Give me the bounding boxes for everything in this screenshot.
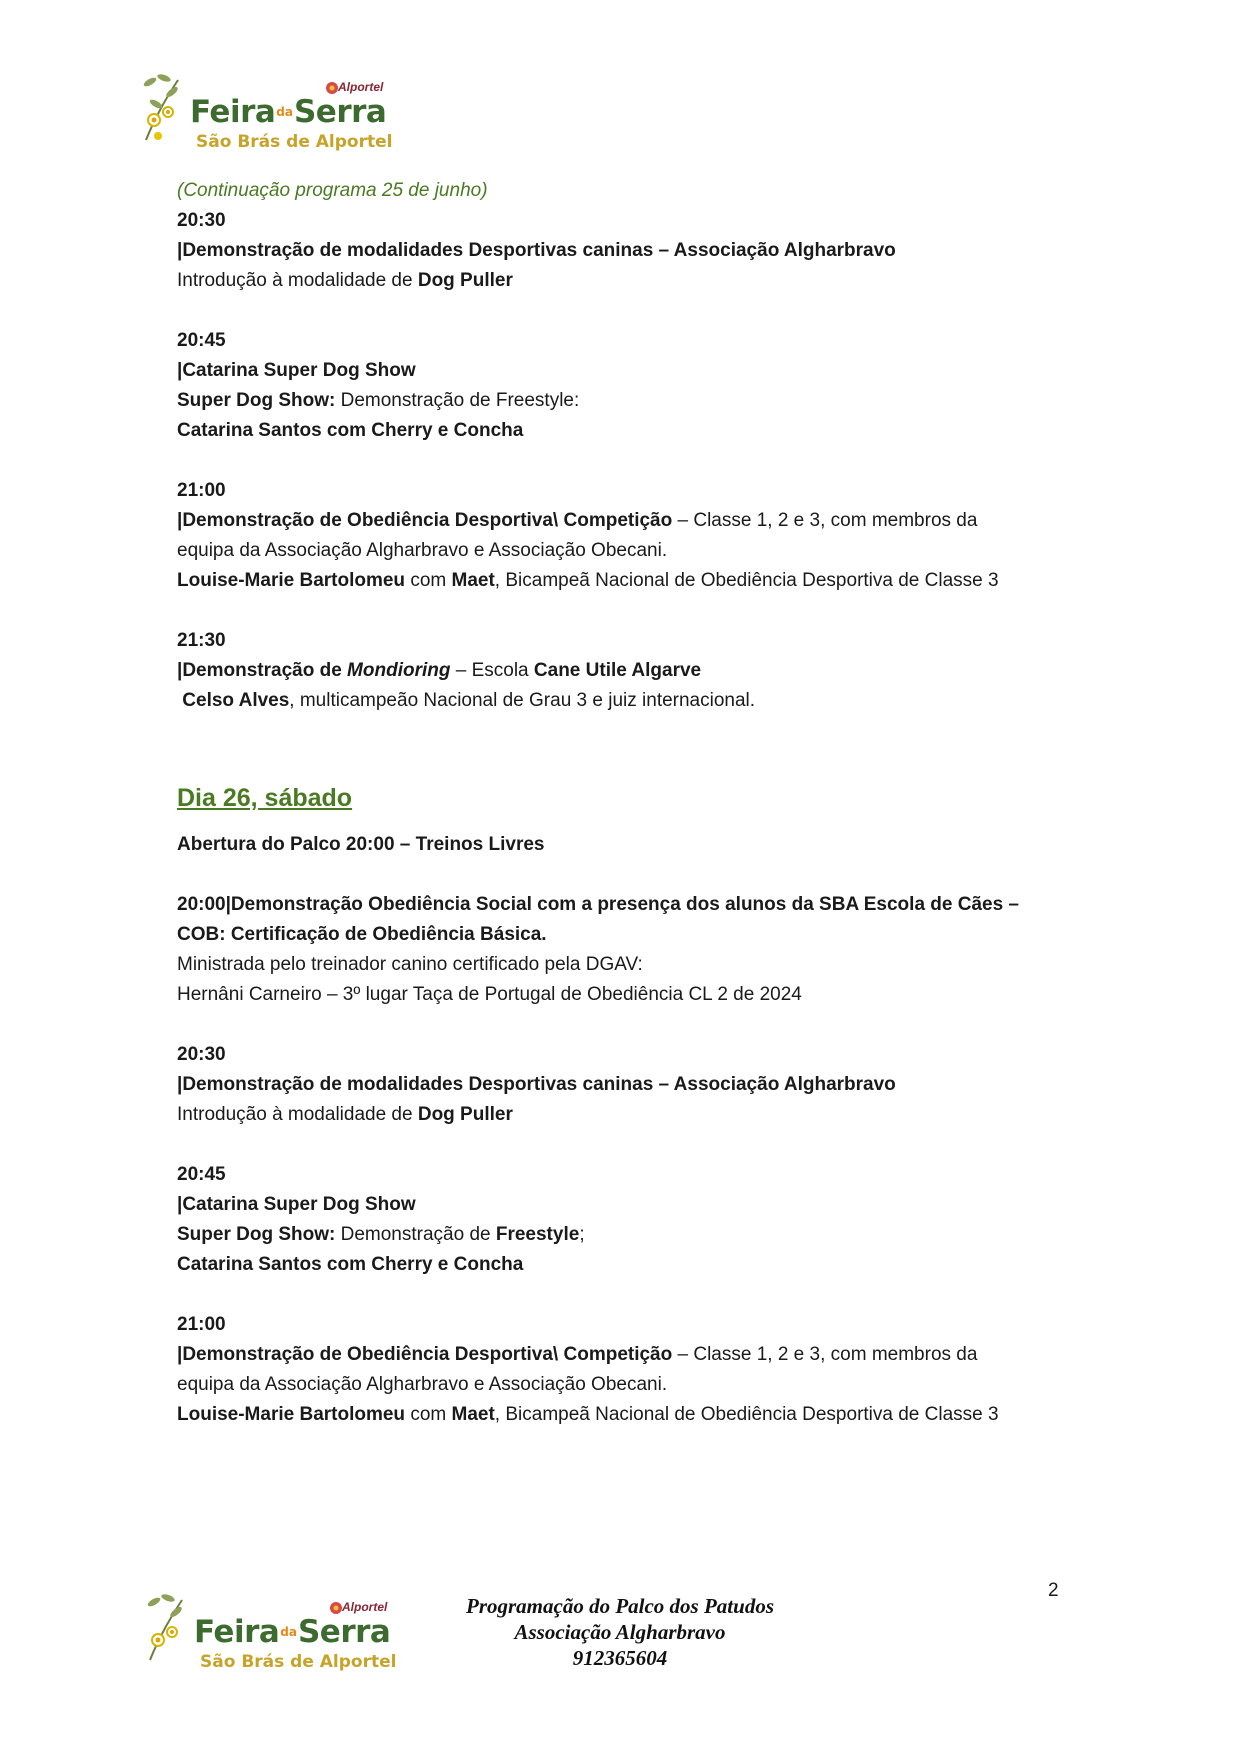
event-title: |Demonstração de modalidades Desportivas caninas – Associação Algharbravo (177, 1074, 896, 1095)
event-title: |Demonstração de Obediência Desportiva\ Competição – Classe 1, 2 e 3, com membros da (177, 1344, 978, 1365)
footer-association: Associação Algharbravo (514, 1620, 726, 1644)
event-title: 20:00|Demonstração Obediência Social com a presença dos alunos da SBA Escola de Cães – (177, 894, 1020, 915)
municipality-label: Alportel (338, 80, 384, 94)
event-title: |Catarina Super Dog Show (177, 360, 416, 381)
event-title: |Catarina Super Dog Show (177, 1194, 416, 1215)
event-time: 21:30 (177, 630, 226, 651)
event-desc: Hernâni Carneiro – 3º lugar Taça de Portugal de Obediência CL 2 de 2024 (177, 984, 802, 1005)
logo-title: Feira$^{da}$Serra (194, 1614, 391, 1650)
logo-subtitle: São Brás de Alportel (200, 1652, 397, 1672)
event-people: Catarina Santos com Cherry e Concha (177, 1254, 524, 1275)
footer-contact (440, 1593, 800, 1671)
event-desc: equipa da Associação Algharbravo e Associação Obecani. (177, 1374, 668, 1395)
event-desc: equipa da Associação Algharbravo e Associação Obecani. (177, 540, 668, 561)
logo-title: Feira$^{da}$Serra (190, 94, 387, 130)
logo-subtitle: São Brás de Alportel (196, 132, 393, 152)
footer-phone: 912365604 (572, 1646, 668, 1670)
header-logo (138, 70, 398, 164)
event-time: 20:45 (177, 330, 226, 351)
event-time: 21:00 (177, 1314, 226, 1335)
flower-branch-icon (142, 1590, 202, 1670)
event-people: Catarina Santos com Cherry e Concha (177, 420, 524, 441)
footer-logo (142, 1590, 402, 1684)
municipality-label: Alportel (342, 1600, 388, 1614)
event-time: 20:30 (177, 1044, 226, 1065)
footer-program-title: Programação do Palco dos Patudos (466, 1594, 774, 1618)
page-number: 2 (1048, 1580, 1059, 1601)
event-desc: Introdução à modalidade de Dog Puller (177, 270, 513, 291)
event-people: Louise-Marie Bartolomeu com Maet, Bicampeã Nacional de Obediência Desportiva de Classe 3 (177, 570, 999, 591)
event-desc: Introdução à modalidade de Dog Puller (177, 1104, 513, 1125)
event-title: |Demonstração de modalidades Desportivas caninas – Associação Algharbravo (177, 240, 896, 261)
stage-opening: Abertura do Palco 20:00 – Treinos Livres (177, 834, 545, 855)
event-desc: Ministrada pelo treinador canino certificado pela DGAV: (177, 954, 643, 975)
flower-branch-icon (138, 70, 198, 150)
event-title: |Demonstração de Obediência Desportiva\ Competição – Classe 1, 2 e 3, com membros da (177, 510, 978, 531)
event-desc: Super Dog Show: Demonstração de Freestyle: (177, 390, 580, 411)
event-title: |Demonstração de Mondioring – Escola Cane Utile Algarve (177, 660, 702, 681)
continuation-note: (Continuação programa 25 de junho) (177, 180, 488, 201)
day-heading: Dia 26, sábado (177, 784, 353, 812)
program-content (177, 176, 1097, 1430)
event-title: COB: Certificação de Obediência Básica. (177, 924, 547, 945)
event-time: 20:30 (177, 210, 226, 231)
event-desc: Super Dog Show: Demonstração de Freestyle; (177, 1224, 585, 1245)
event-time: 20:45 (177, 1164, 226, 1185)
event-people: Celso Alves, multicampeão Nacional de Grau 3 e juiz internacional. (182, 690, 756, 711)
event-time: 21:00 (177, 480, 226, 501)
event-people: Louise-Marie Bartolomeu com Maet, Bicampeã Nacional de Obediência Desportiva de Classe 3 (177, 1404, 999, 1425)
